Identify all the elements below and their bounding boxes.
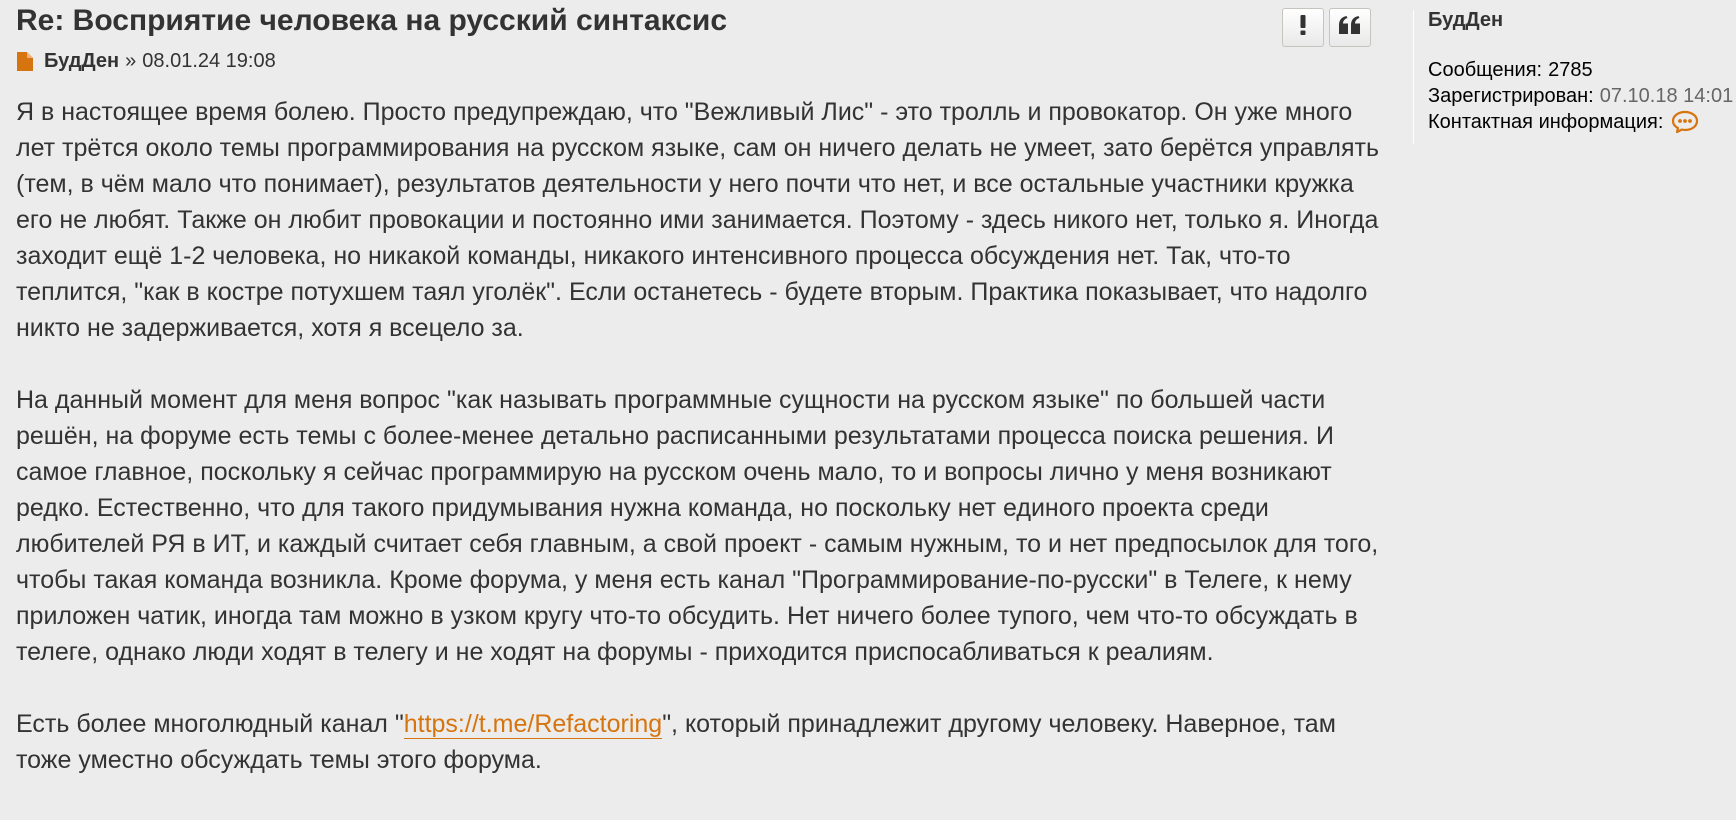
post-author-name[interactable]: БудДен	[44, 49, 120, 72]
post-file-icon[interactable]	[16, 51, 34, 72]
paragraph-3-after: ", который принадлежит другому человеку. Наверное, там тоже уместно обсуждать темы этого форума.	[16, 710, 1336, 774]
author-separator: »	[125, 49, 137, 72]
post-author-line	[16, 48, 1376, 74]
paragraph-3-before: Есть более многолюдный канал "	[16, 710, 404, 738]
post-body	[16, 0, 1379, 814]
quote-icon	[1338, 15, 1362, 40]
post-datetime: 08.01.24 19:08	[142, 49, 276, 72]
registered-label: Зарегистрирован:	[1428, 85, 1594, 107]
profile-posts	[1428, 57, 1733, 83]
post-title	[16, 0, 1376, 42]
registered-date: 07.10.18 14:01	[1599, 85, 1734, 107]
post-profile	[1413, 10, 1733, 144]
speech-bubble-icon[interactable]	[1671, 110, 1699, 134]
report-button[interactable]	[1282, 8, 1324, 47]
post-content	[16, 94, 1391, 778]
post-buttons	[1282, 8, 1371, 47]
post-paragraph-2: На данный момент для меня вопрос "как называть программные сущности на русском языке" по большей части решён, на форуме есть темы с более-менее детально расписанными результатами процесса поиска решения. И самое главное, поскольку я сейчас программирую на русском очень мало, то и вопросы лично у меня возникают редко. Естественно, что для такого придумывания нужна команда, но поскольку нет единого проекта среди любителей РЯ в ИТ, и каждый считает себя главным, а свой проект - самым нужным, то и нет предпосылок для того, чтобы такая команда возникла. Кроме форума, у меня есть канал "Программирование-по-русски" в Телеге, к нему приложен чатик, иногда там можно в узком кругу что-то обсудить. Нет ничего более тупого, чем что-то обсуждать в телеге, однако люди ходят в телегу и не ходят на форумы - приходится приспосабливаться к реалиям.	[16, 386, 1379, 666]
profile-username-link[interactable]: БудДен	[1428, 9, 1504, 31]
post-paragraph-3	[16, 706, 1391, 778]
profile-contact	[1428, 109, 1733, 135]
post-paragraph-1: Я в настоящее время болею. Просто предупреждаю, что "Вежливый Лис" - это тролль и провокатор. Он уже много лет трётся около темы программирования на русском языке, сам он ничего делать не умеет, зато берётся управлять (тем, в чём мало что понимает), результатов деятельности у него почти что нет, и все остальные участники кружка его не любят. Также он любит провокации и постоянно ими занимается. Поэтому - здесь никого нет, только я. Иногда заходит ещё 1-2 человека, но никакой команды, никакого интенсивного процесса обсуждения нет. Так, что-то теплится, "как в костре потухшем таял уголёк". Если останетесь - будете вторым. Практика показывает, что надолго никто не задерживается, хотя я всецело за.	[16, 98, 1379, 342]
exclamation-icon	[1298, 14, 1308, 41]
telegram-link[interactable]: https://t.me/Refactoring	[403, 710, 663, 738]
profile-registered	[1428, 83, 1733, 109]
contact-label: Контактная информация:	[1428, 111, 1664, 133]
profile-username	[1428, 10, 1733, 36]
posts-count[interactable]: 2785	[1548, 59, 1593, 81]
post-title-link[interactable]: Re: Восприятие человека на русский синтаксис	[16, 4, 728, 37]
posts-label: Сообщения:	[1428, 59, 1543, 81]
quote-button[interactable]	[1329, 8, 1371, 47]
